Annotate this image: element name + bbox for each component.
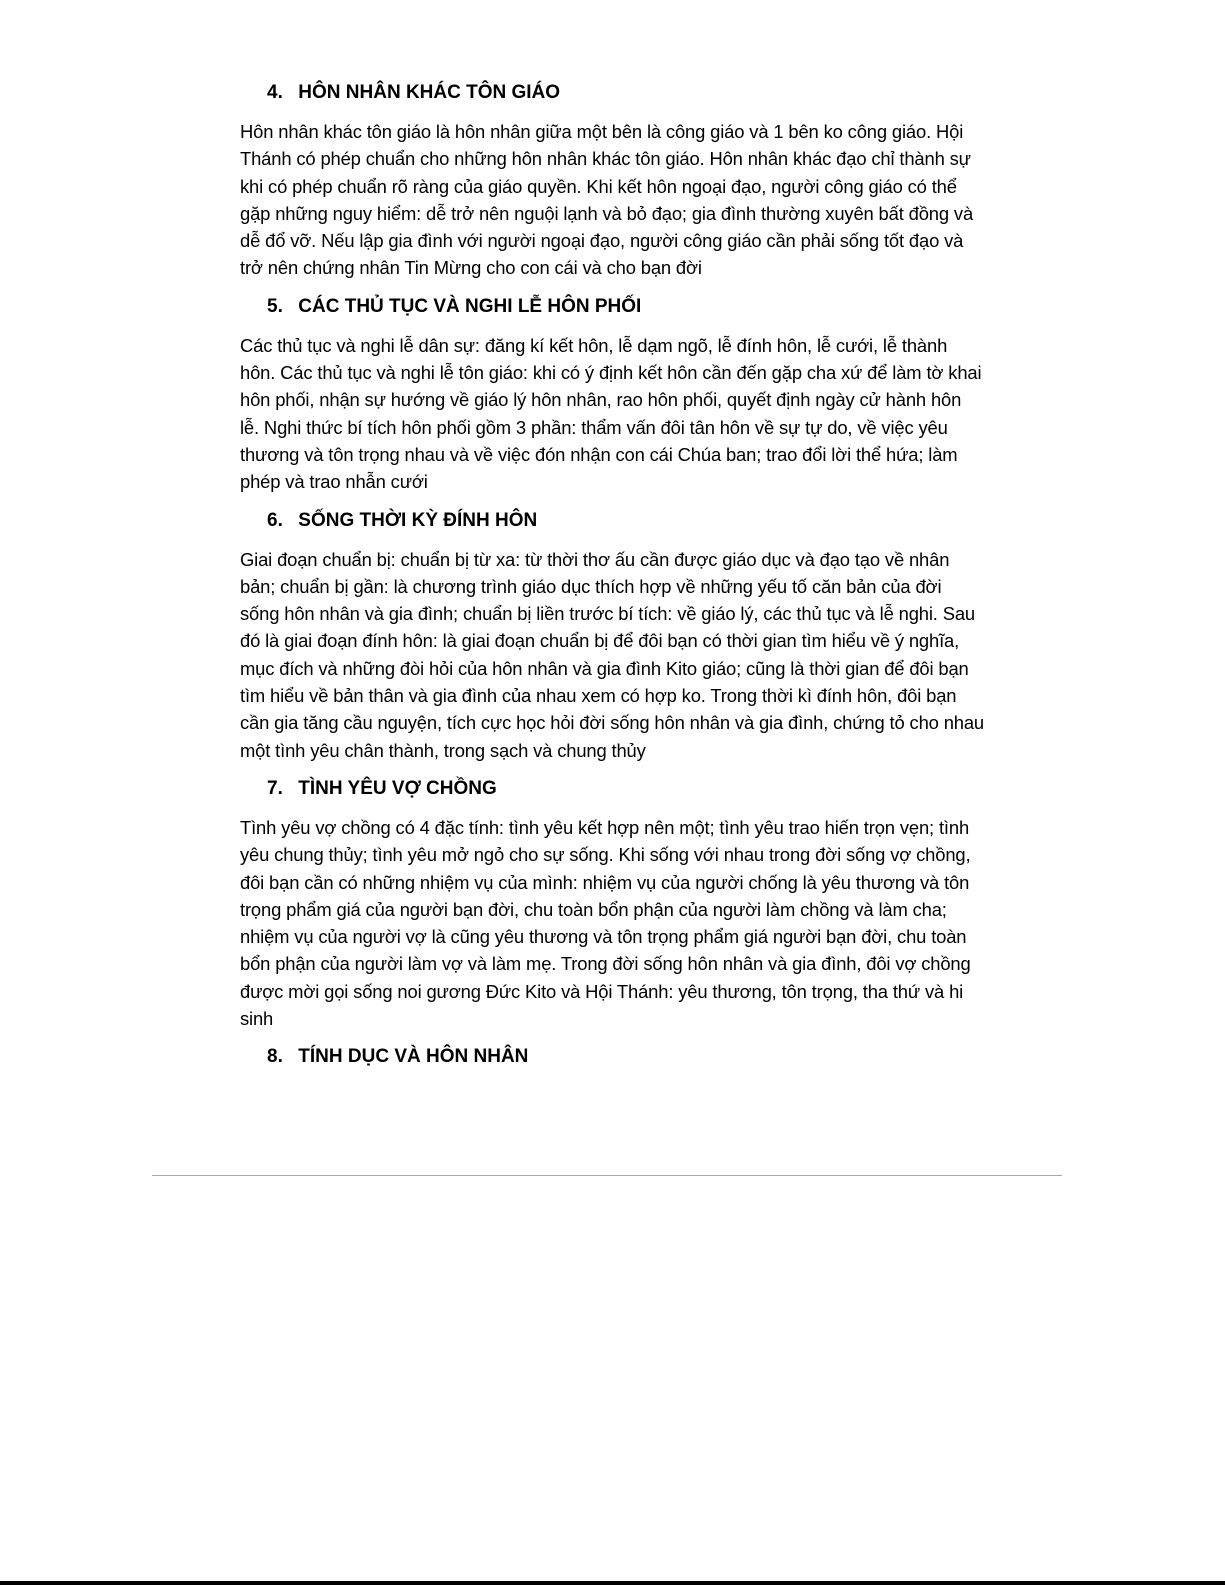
section-7-heading (240, 776, 985, 802)
section-5-number: 5. (267, 295, 283, 317)
section-7-body: Tình yêu vợ chồng có 4 đặc tính: tình yêu kết hợp nên một; tình yêu trao hiến trọn vẹn; tình yêu chung thủy; tình yêu mở ngỏ cho sự sống. Khi sống với nhau trong đời sống vợ chồng, đôi bạn cần có những nhiệm vụ của mình: nhiệm vụ của người chống là yêu thương và tôn trọng phẩm giá của người bạn đời, chu toàn bổn phận của người làm chồng và làm cha; nhiệm vụ của người vợ là cũng yêu thương và tôn trọng phẩm giá người bạn đời, chu toàn bổn phận của người làm vợ và làm mẹ. Trong đời sống hôn nhân và gia đình, đôi vợ chồng được mời gọi sống noi gương Đức Kito và Hội Thánh: yêu thương, tôn trọng, tha thứ và hi sinh (240, 816, 971, 1030)
section-6-number: 6. (267, 509, 283, 531)
section-8-number: 8. (267, 1046, 283, 1068)
document-content (240, 80, 985, 1082)
section-6-heading (240, 508, 985, 534)
section-4-body: Hôn nhân khác tôn giáo là hôn nhân giữa một bên là công giáo và 1 bên ko công giáo. Hội Thánh có phép chuẩn cho những hôn nhân khác tôn giáo. Hôn nhân khác đạo chỉ thành sự khi có phép chuẩn rõ ràng của giáo quyền. Khi kết hôn ngoại đạo, người công giáo có thể gặp những nguy hiểm: dễ trở nên nguội lạnh và bỏ đạo; gia đình thường xuyên bất đồng và dễ đổ vỡ. Nếu lập gia đình với người ngoại đạo, người công giáo cần phải sống tốt đạo và trở nên chứng nhân Tin Mừng cho con cái và cho bạn đời (240, 121, 974, 279)
section-6-body: Giai đoạn chuẩn bị: chuẩn bị từ xa: từ thời thơ ấu cần được giáo dục và đạo tạo về nhân bản; chuẩn bị gần: là chương trình giáo dục thích hợp về những yếu tố căn bản của đời sống hôn nhân và gia đình; chuẩn bị liền trước bí tích: về giáo lý, các thủ tục và lễ nghi. Sau đó là giai đoạn đính hôn: là giai đoạn chuẩn bị để đôi bạn có thời gian tìm hiểu về ý nghĩa, mục đích và những đòi hỏi của hôn nhân và gia đình Kito giáo; cũng là thời gian để đôi bạn tìm hiểu về bản thân và gia đình của nhau xem có hợp ko. Trong thời kì đính hôn, đôi bạn cần gia tăng cầu nguyện, tích cực học hỏi đời sống hôn nhân và gia đình, chứng tỏ cho nhau một tình yêu chân thành, trong sạch và chung thủy (240, 548, 985, 761)
section-5-title: CÁC THỦ TỤC VÀ NGHI LỄ HÔN PHỐI (298, 295, 642, 317)
section-5-body: Các thủ tục và nghi lễ dân sự: đăng kí kết hôn, lễ dạm ngõ, lễ đính hôn, lễ cưới, lễ thành hôn. Các thủ tục và nghi lễ tôn giáo: khi có ý định kết hôn cần đến gặp cha xứ để làm tờ khai hôn phối, nhận sự hướng về giáo lý hôn nhân, rao hôn phối, quyết định ngày cử hành hôn lễ. Nghi thức bí tích hôn phối gồm 3 phần: thẩm vấn đôi tân hôn về sự tự do, về việc yêu thương và tôn trọng nhau và về việc đón nhận con cái Chúa ban; trao đổi lời thể hứa; làm phép và trao nhẫn cưới (240, 334, 982, 493)
section-4-number: 4. (267, 82, 283, 103)
section-4-title: HÔN NHÂN KHÁC TÔN GIÁO (298, 82, 561, 103)
section-6-title: SỐNG THỜI KỲ ĐÍNH HÔN (298, 509, 538, 531)
section-7-number: 7. (267, 777, 283, 799)
section-8-heading (240, 1044, 985, 1070)
section-7-title: TÌNH YÊU VỢ CHỒNG (298, 777, 497, 799)
section-4-heading (240, 80, 985, 106)
page-bottom-edge (0, 1581, 1225, 1585)
section-8-title: TÍNH DỤC VÀ HÔN NHÂN (298, 1046, 529, 1068)
section-5-heading (240, 294, 985, 320)
page-separator-line (152, 1175, 1062, 1176)
